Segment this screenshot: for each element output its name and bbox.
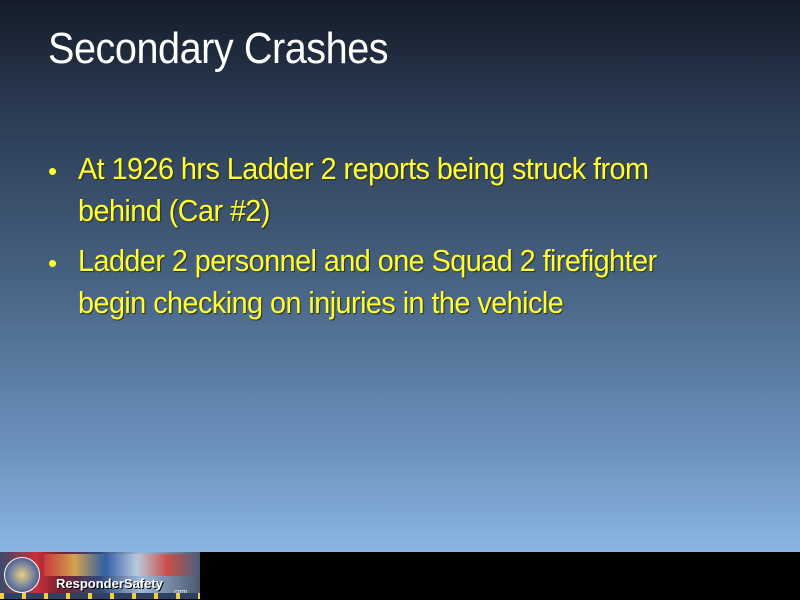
logo-photo-strip: [44, 554, 198, 576]
bullet-dot-icon: •: [48, 248, 58, 278]
bullet-item: [48, 148, 708, 232]
seal-icon: [4, 557, 40, 593]
bullet-text: At 1926 hrs Ladder 2 reports being struck from behind (Car #2): [78, 151, 649, 228]
bullet-dot-icon: •: [48, 156, 58, 186]
bullet-item: [48, 240, 708, 324]
bullet-text: Ladder 2 personnel and one Squad 2 firefighter begin checking on injuries in the vehicle: [78, 243, 657, 320]
slide-title: Secondary Crashes: [48, 24, 389, 73]
logo-text: ResponderSafety: [56, 576, 163, 591]
logo-stripe: [0, 593, 200, 599]
responder-safety-logo: [0, 552, 200, 599]
bullet-list: [48, 148, 708, 332]
